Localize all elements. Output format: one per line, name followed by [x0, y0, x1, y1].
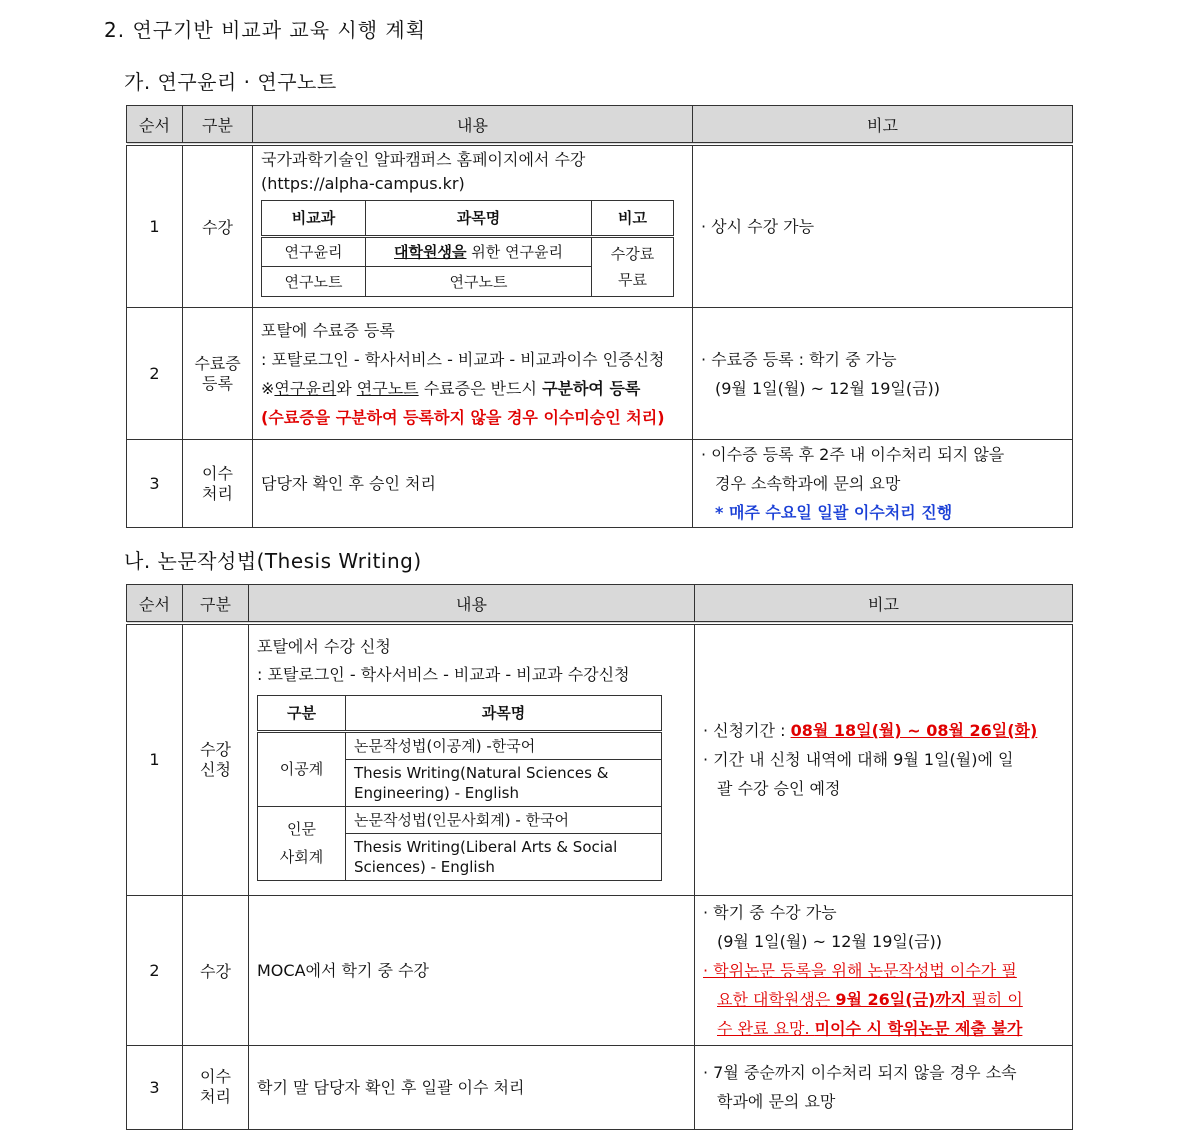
subtable-header: 구분 — [258, 695, 346, 731]
warning-line — [703, 1014, 1064, 1043]
row-kind — [183, 440, 253, 528]
note-line — [703, 716, 1064, 745]
header-content: 내용 — [249, 585, 695, 624]
row-number: 3 — [127, 440, 183, 528]
note-line: · 기간 내 신청 내역에 대해 9월 1일(월)에 일 — [703, 750, 1014, 770]
table-row — [127, 623, 1073, 895]
row-number: 1 — [127, 623, 183, 895]
kind-line: 이수 — [202, 463, 233, 483]
subsection-a-title: 가. 연구윤리 · 연구노트 — [124, 70, 337, 94]
content-line: 포탈에 수료증 등록 — [261, 320, 395, 340]
course-subtable — [257, 695, 662, 881]
row-content: 담당자 확인 후 승인 처리 — [253, 440, 693, 528]
subtable-course: 논문작성법(인문사회계) - 한국어 — [346, 806, 662, 833]
kind-line: 처리 — [202, 483, 233, 503]
table-row — [127, 144, 1073, 308]
row-number: 2 — [127, 308, 183, 440]
subtable-course: 연구노트 — [366, 267, 592, 297]
content-line: : 포탈로그인 - 학사서비스 - 비교과 - 비교과 수강신청 — [257, 664, 630, 684]
subtable-course: Thesis Writing(Natural Sciences & Engineering) - English — [346, 759, 662, 806]
row-note — [695, 1045, 1073, 1129]
warning-text: 요한 대학원생은 — [717, 989, 836, 1009]
course-emphasis: 대학원생을 — [394, 243, 467, 261]
research-ethics-table — [126, 105, 1073, 528]
notice-text: * 매주 수요일 일괄 이수처리 진행 — [715, 503, 953, 522]
fee-line: 무료 — [618, 271, 647, 289]
header-order: 순서 — [127, 585, 183, 624]
note-line: · 이수증 등록 후 2주 내 이수처리 되지 않을 — [701, 445, 1005, 464]
note-line: (9월 1일(월) ~ 12월 19일(금)) — [715, 378, 941, 398]
content-line: 국가과학기술인 알파캠퍼스 홈페이지에서 수강 — [261, 150, 586, 169]
subtable-group — [258, 806, 346, 880]
row-content — [253, 144, 693, 308]
subtable-category: 연구윤리 — [262, 237, 366, 267]
table-header-row — [127, 106, 1073, 145]
row-number: 2 — [127, 895, 183, 1045]
note-line: (9월 1일(월) ~ 12월 19일(금)) — [717, 931, 943, 951]
row-kind — [183, 1045, 249, 1129]
fee-line: 수강료 — [610, 245, 655, 263]
content-line: : 포탈로그인 - 학사서비스 - 비교과 - 비교과이수 인증신청 — [261, 349, 665, 369]
warning-line — [703, 985, 1064, 1014]
course-subtable — [261, 200, 674, 297]
subtable-header: 과목명 — [366, 201, 592, 237]
warning-line: · 학위논문 등록을 위해 논문작성법 이수가 필 — [703, 960, 1017, 980]
period-highlight: 08월 18일(월) ~ 08월 26일(화) — [790, 721, 1038, 741]
subtable-header: 비교과 — [262, 201, 366, 237]
underlined-text: 연구윤리 — [274, 378, 337, 398]
header-note: 비고 — [695, 585, 1073, 624]
course-text: 위한 연구윤리 — [466, 243, 563, 261]
bold-text: 구분하여 등록 — [542, 378, 641, 398]
kind-line: 이수 — [200, 1067, 231, 1086]
note-line: 경우 소속학과에 문의 요망 — [715, 474, 901, 493]
header-kind: 구분 — [183, 585, 249, 624]
header-content: 내용 — [253, 106, 693, 145]
content-text: 수료증은 반드시 — [418, 378, 543, 398]
row-note — [693, 440, 1073, 528]
warning-text: 수 완료 요망. — [717, 1018, 815, 1038]
row-kind: 수강 — [183, 895, 249, 1045]
row-kind: 수강 — [183, 144, 253, 308]
note-line: · 7월 중순까지 이수처리 되지 않을 경우 소속 — [703, 1063, 1017, 1082]
subtable-course: Thesis Writing(Liberal Arts & Social Sciences) - English — [346, 833, 662, 880]
subtable-header: 과목명 — [346, 695, 662, 731]
kind-line: 신청 — [200, 759, 231, 779]
row-number: 3 — [127, 1045, 183, 1129]
content-line: 포탈에서 수강 신청 — [257, 636, 391, 656]
table-header-row — [127, 585, 1073, 624]
thesis-writing-table — [126, 584, 1073, 1130]
subtable-course: 논문작성법(이공계) -한국어 — [346, 731, 662, 759]
row-kind — [183, 308, 253, 440]
warning-text: 필히 이 — [966, 989, 1023, 1009]
row-number: 1 — [127, 144, 183, 308]
row-note — [695, 895, 1073, 1045]
note-line: · 수료증 등록 : 학기 중 가능 — [701, 349, 897, 369]
warning-bold: 미이수 시 학위논문 제출 불가 — [814, 1018, 1023, 1038]
note-text: · 신청기간 : — [703, 721, 791, 741]
row-note — [693, 308, 1073, 440]
header-kind: 구분 — [183, 106, 253, 145]
kind-line: 등록 — [202, 373, 233, 393]
note-line: 학과에 문의 요망 — [717, 1092, 836, 1111]
row-content — [253, 308, 693, 440]
subsection-b-title: 나. 논문작성법(Thesis Writing) — [124, 549, 422, 573]
kind-line: 수료증 — [194, 353, 241, 373]
subtable-category: 연구노트 — [262, 267, 366, 297]
subtable-header: 비고 — [592, 201, 674, 237]
table-row — [127, 895, 1073, 1045]
deadline-text: 9월 26일(금)까지 — [835, 989, 967, 1009]
group-line: 사회계 — [279, 848, 324, 867]
table-row — [127, 308, 1073, 440]
header-order: 순서 — [127, 106, 183, 145]
row-kind — [183, 623, 249, 895]
note-line: · 학기 중 수강 가능 — [703, 902, 837, 922]
kind-line: 수강 — [200, 739, 231, 759]
row-content: 학기 말 담당자 확인 후 일괄 이수 처리 — [249, 1045, 695, 1129]
note-mark: ※ — [261, 378, 275, 398]
content-line — [261, 374, 684, 403]
section-heading: 2. 연구기반 비교과 교육 시행 계획 — [104, 18, 427, 42]
row-content: MOCA에서 학기 중 수강 — [249, 895, 695, 1045]
content-text: 와 — [336, 378, 357, 398]
row-note: · 상시 수강 가능 — [693, 144, 1073, 308]
row-content — [249, 623, 695, 895]
header-note: 비고 — [693, 106, 1073, 145]
subtable-course — [366, 237, 592, 267]
subtable-fee — [592, 237, 674, 297]
table-row — [127, 1045, 1073, 1129]
group-line: 인문 — [287, 820, 316, 839]
table-row — [127, 440, 1073, 528]
subtable-group: 이공계 — [258, 731, 346, 806]
underlined-text: 연구노트 — [356, 378, 419, 398]
row-note — [695, 623, 1073, 895]
content-line: (https://alpha-campus.kr) — [261, 174, 465, 193]
warning-text: (수료증을 구분하여 등록하지 않을 경우 이수미승인 처리) — [261, 407, 665, 427]
kind-line: 처리 — [200, 1087, 231, 1106]
note-line: 괄 수강 승인 예정 — [717, 779, 841, 799]
